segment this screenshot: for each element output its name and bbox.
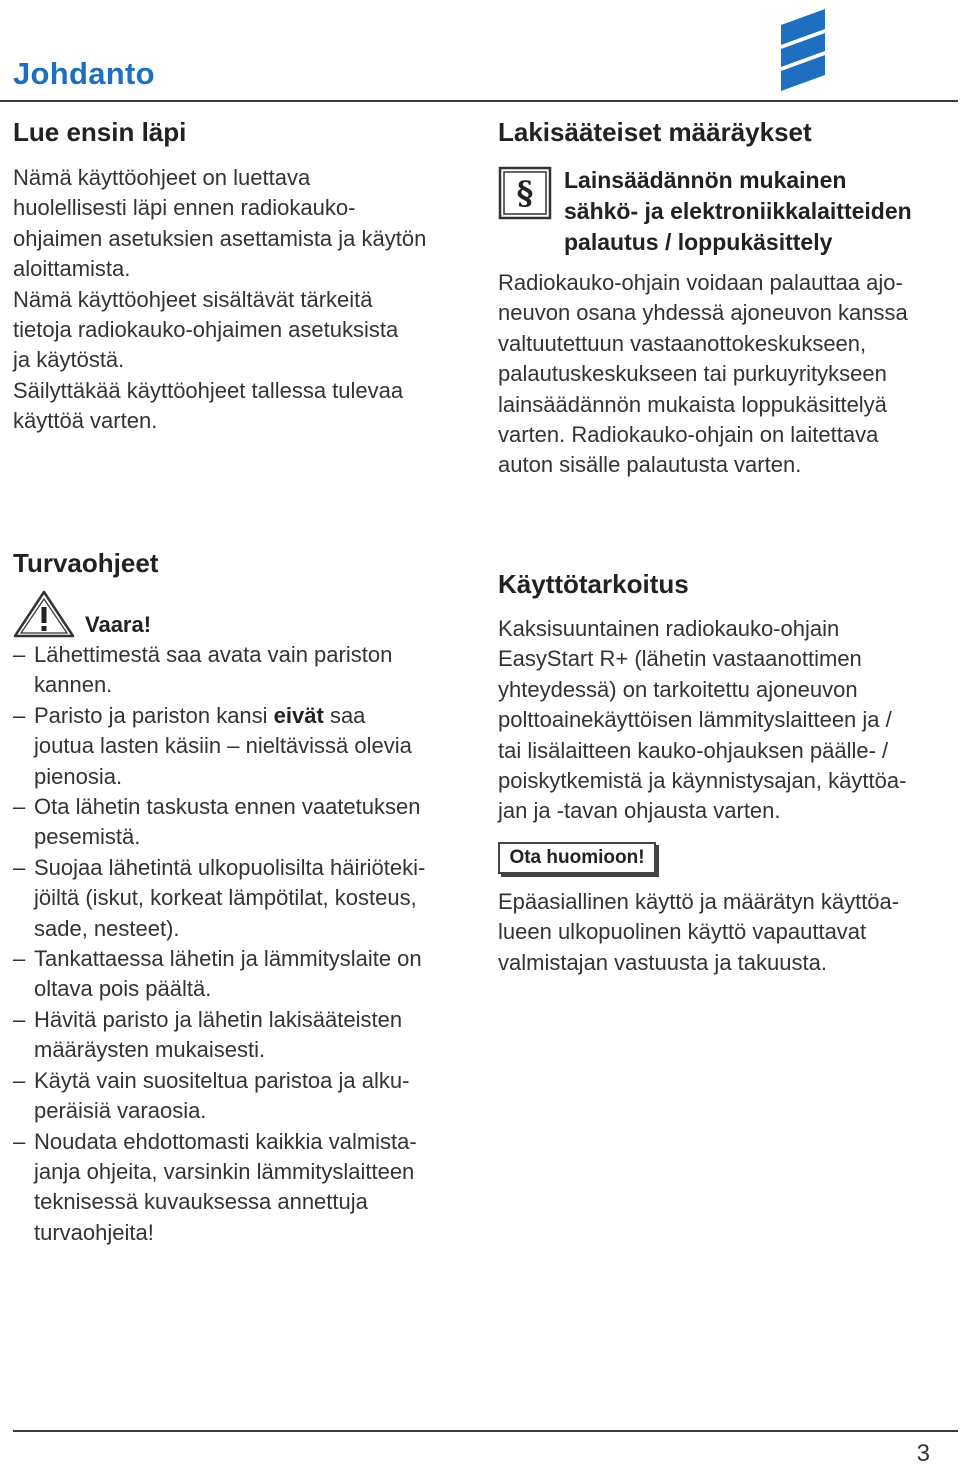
dash: – xyxy=(13,946,26,972)
text-line: Lähettimestä saa avata vain pariston xyxy=(34,642,393,667)
warning-triangle-icon xyxy=(13,590,75,638)
text-line: Ota lähetin taskusta ennen vaatetuksen xyxy=(34,794,421,820)
text-line: teknisessä kuvauksessa annettuja xyxy=(34,1189,368,1215)
subheading-line: Lainsäädännön mukainen xyxy=(564,167,847,193)
text-line: oltava pois päältä. xyxy=(34,976,212,1002)
list-item xyxy=(13,640,483,701)
text-line: Suojaa lähetintä ulkopuolisilta häiriöteki- xyxy=(34,854,426,880)
text-line: tai lisälaitteen kauko-ohjauksen päälle- / xyxy=(498,737,889,763)
purpose-heading: Käyttötarkoitus xyxy=(498,569,689,599)
svg-text:§: § xyxy=(516,174,534,212)
dash: – xyxy=(13,702,26,728)
text-line: pesemistä. xyxy=(34,824,141,850)
text-line: kannen. xyxy=(34,672,113,698)
dash: – xyxy=(13,1128,26,1154)
dash: – xyxy=(13,1006,26,1032)
text-line: ja käytöstä. xyxy=(13,347,125,373)
dash: – xyxy=(13,642,26,667)
text-segment: Paristo ja pariston kansi xyxy=(34,702,274,728)
list-item xyxy=(13,1005,483,1066)
text-line: Epäasiallinen käyttö ja määrätyn käyttöa- xyxy=(498,889,900,914)
emphasis-text: eivät xyxy=(273,702,324,728)
text-line: jan ja -tavan ohjausta varten. xyxy=(498,798,781,824)
text-line: Hävitä paristo ja lähetin lakisääteisten xyxy=(34,1006,403,1032)
read-first-body xyxy=(13,163,483,437)
text-line: Käytä vain suositeltua paristoa ja alku- xyxy=(34,1067,410,1093)
text-line: neuvon osana yhdessä ajoneuvon kanssa xyxy=(498,300,908,326)
eberspaecher-logo-icon xyxy=(779,9,827,93)
text-line: jöiltä (iskut, korkeat lämpötilat, kosteus, xyxy=(34,885,417,911)
read-first-heading: Lue ensin läpi xyxy=(13,117,187,147)
text-line: lueen ulkopuolinen käyttö vapauttavat xyxy=(498,919,867,945)
text-line: aloittamista. xyxy=(13,256,131,282)
text-line: poiskytkemistä ja käynnistysajan, käyttöa- xyxy=(498,768,907,794)
text-line: turvaohjeita! xyxy=(34,1219,154,1245)
footer-rule xyxy=(13,1430,958,1432)
legal-body xyxy=(498,268,958,481)
page-title: Johdanto xyxy=(13,56,155,91)
warning-label: Vaara! xyxy=(85,612,152,637)
list-item xyxy=(13,701,483,792)
text-line: Noudata ehdottomasti kaikkia valmista- xyxy=(34,1128,417,1154)
purpose-body xyxy=(498,614,958,827)
list-item xyxy=(13,944,483,1005)
text-line: käyttöä varten. xyxy=(13,408,158,434)
safety-list xyxy=(13,640,483,1248)
text-line: Säilyttäkää käyttöohjeet tallessa tulevaa xyxy=(13,377,404,403)
subheading-line: sähkö- ja elektroniikkalaitteiden xyxy=(564,198,912,224)
text-line: huolellisesti läpi ennen radiokauko- xyxy=(13,195,356,221)
list-item xyxy=(13,1066,483,1127)
text-line: pienosia. xyxy=(34,763,123,789)
text-line: ohjaimen asetuksien asettamista ja käytön xyxy=(13,225,427,251)
text-line: Nämä käyttöohjeet on luettava xyxy=(13,165,311,190)
text-line: valmistajan vastuusta ja takuusta. xyxy=(498,949,827,975)
text-line: janja ohjeita, varsinkin lämmityslaitteen xyxy=(34,1158,415,1184)
paragraph-icon xyxy=(498,166,552,220)
text-line: Radiokauko-ohjain voidaan palauttaa ajo- xyxy=(498,270,903,295)
dash: – xyxy=(13,794,26,820)
subheading-line: palautus / loppukäsittely xyxy=(564,229,833,255)
text-line: lainsäädännön mukaista loppukäsittelyä xyxy=(498,391,887,417)
text-line: valtuutettuun vastaanottokeskukseen, xyxy=(498,330,867,356)
text-line: EasyStart R+ (lähetin vastaanottimen xyxy=(498,646,862,672)
list-item xyxy=(13,853,483,944)
dash: – xyxy=(13,854,26,880)
dash: – xyxy=(13,1067,26,1093)
text-line: peräisiä varaosia. xyxy=(34,1098,207,1124)
page-number: 3 xyxy=(916,1440,930,1467)
text-line: joutua lasten käsiin – nieltävissä olevia xyxy=(34,733,412,759)
list-item xyxy=(13,1127,483,1249)
text-line: palautuskeskukseen tai purkuyritykseen xyxy=(498,361,887,387)
legal-subheading xyxy=(564,165,912,258)
text-line: tietoja radiokauko-ohjaimen asetuksista xyxy=(13,317,399,343)
text-line: määräysten mukaisesti. xyxy=(34,1037,266,1063)
text-line: Kaksisuuntainen radiokauko-ohjain xyxy=(498,616,840,641)
note-badge: Ota huomioon! xyxy=(498,842,656,874)
text-line: polttoainekäyttöisen lämmityslaitteen ja / xyxy=(498,707,892,733)
text-line: varten. Radiokauko-ohjain on laitettava xyxy=(498,422,879,448)
legal-heading: Lakisääteiset määräykset xyxy=(498,117,812,147)
note-body xyxy=(498,887,958,978)
text-line: yhteydessä) on tarkoitettu ajoneuvon xyxy=(498,676,858,702)
text-segment: saa xyxy=(323,702,366,728)
safety-heading: Turvaohjeet xyxy=(13,548,159,578)
text-line: Nämä käyttöohjeet sisältävät tärkeitä xyxy=(13,286,373,312)
text-line xyxy=(34,701,483,731)
header-rule xyxy=(0,100,958,102)
list-item xyxy=(13,792,483,853)
text-line: sade, nesteet). xyxy=(34,915,180,941)
text-line: Tankattaessa lähetin ja lämmityslaite on xyxy=(34,946,422,972)
text-line: auton sisälle palautusta varten. xyxy=(498,452,802,478)
